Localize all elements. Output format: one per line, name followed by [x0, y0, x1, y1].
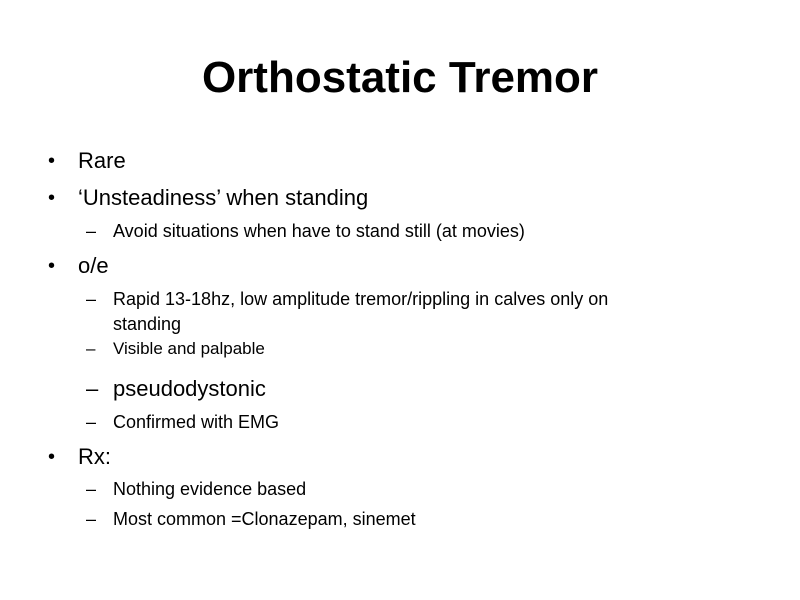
bullet-text: ‘Unsteadiness’ when standing [78, 185, 369, 210]
sub-bullet-text: standing [113, 314, 182, 334]
bullet-marker: • [48, 150, 56, 172]
sub-bullet-text: Visible and palpable [113, 339, 265, 358]
sub-bullet-text: Most common =Clonazepam, sinemet [113, 509, 416, 529]
bullet-text: o/e [78, 253, 109, 278]
sub-bullet-text: Confirmed with EMG [113, 412, 280, 432]
slide-title: Orthostatic Tremor [201, 53, 599, 102]
bullet-text: Rx: [78, 444, 111, 469]
bullet-marker: • [48, 255, 56, 277]
dash-marker: – [86, 479, 97, 499]
dash-marker: – [86, 412, 97, 432]
sub-bullet-text: Nothing evidence based [113, 479, 307, 499]
sub-bullet-text: pseudodystonic [113, 376, 266, 401]
dash-marker: – [86, 221, 97, 241]
dash-marker: – [86, 509, 97, 529]
dash-marker: – [86, 376, 99, 401]
bullet-marker: • [48, 446, 56, 468]
dash-marker: – [86, 339, 96, 358]
bullet-text: Rare [78, 148, 126, 173]
bullet-marker: • [48, 187, 56, 209]
sub-bullet-text: Rapid 13-18hz, low amplitude tremor/rippling in calves only on [113, 289, 609, 309]
dash-marker: – [86, 289, 97, 309]
sub-bullet-text: Avoid situations when have to stand still (at movies) [113, 221, 525, 241]
